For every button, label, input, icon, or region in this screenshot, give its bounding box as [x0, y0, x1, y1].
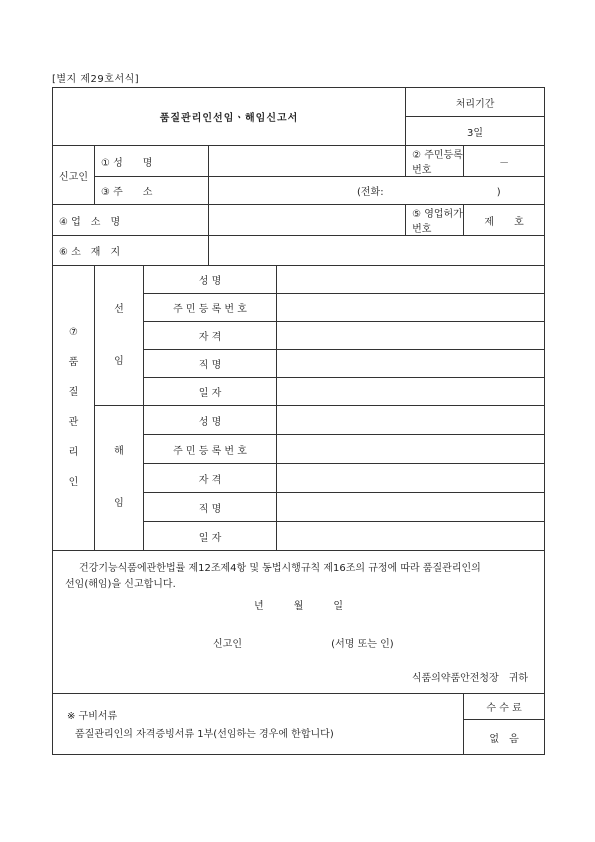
- appoint-qualification-label: 자 격: [144, 322, 277, 350]
- dismiss-date-field[interactable]: [277, 522, 545, 551]
- attachments-block: [53, 694, 464, 755]
- dismiss-rrn-label: 주 민 등 록 번 호: [144, 435, 277, 464]
- location-field[interactable]: [209, 236, 545, 266]
- dismiss-name-label: 성 명: [144, 406, 277, 435]
- appoint-date-field[interactable]: [277, 378, 545, 406]
- phone-label: (전화:: [357, 187, 384, 198]
- name-label: ① 성 명: [95, 146, 209, 177]
- signature-note[interactable]: (서명 또는 인): [331, 639, 394, 650]
- dismiss-date-label: 일 자: [144, 522, 277, 551]
- dismiss-qualification-label: 자 격: [144, 464, 277, 493]
- manager-section-label: ⑦ 품 질 관 리 인: [53, 266, 95, 551]
- dismiss-name-field[interactable]: [277, 406, 545, 435]
- appoint-name-label: 성 명: [144, 266, 277, 294]
- dismiss-label: 해 임: [95, 406, 144, 551]
- address-field[interactable]: [209, 177, 545, 205]
- dismiss-position-field[interactable]: [277, 493, 545, 522]
- license-label: ⑤ 영업허가번호: [406, 205, 464, 236]
- report-form: [52, 87, 545, 755]
- dismiss-rrn-field[interactable]: [277, 435, 545, 464]
- form-title: 품질관리인선임ㆍ해임신고서: [53, 88, 406, 146]
- rrn-field[interactable]: －: [464, 146, 545, 177]
- fee-value: 없 음: [464, 720, 545, 755]
- fee-label: 수 수 료: [464, 694, 545, 720]
- processing-period-label: 처리기간: [406, 88, 545, 117]
- name-field[interactable]: [209, 146, 406, 177]
- addressee: 식품의약품안전청장 귀하: [411, 673, 529, 684]
- appoint-date-label: 일 자: [144, 378, 277, 406]
- phone-close: ): [496, 187, 501, 198]
- appoint-label: 선 임: [95, 266, 144, 406]
- appoint-rrn-label: 주 민 등 록 번 호: [144, 294, 277, 322]
- form-number: [별지 제29호서식]: [52, 74, 140, 85]
- dismiss-qualification-field[interactable]: [277, 464, 545, 493]
- attachments-heading: ※ 구비서류: [67, 711, 118, 722]
- appoint-position-field[interactable]: [277, 350, 545, 378]
- dismiss-position-label: 직 명: [144, 493, 277, 522]
- reporter-section-label: 신고인: [53, 146, 95, 205]
- attachments-item: 품질관리인의 자격증빙서류 1부(선임하는 경우에 한합니다): [75, 729, 334, 740]
- rrn-label: ② 주민등록번호: [406, 146, 464, 177]
- license-field[interactable]: 제 호: [464, 205, 545, 236]
- appoint-rrn-field[interactable]: [277, 294, 545, 322]
- appoint-qualification-field[interactable]: [277, 322, 545, 350]
- processing-period-value: 3일: [406, 117, 545, 146]
- address-label: ③ 주 소: [95, 177, 209, 205]
- appoint-position-label: 직 명: [144, 350, 277, 378]
- statement-line-1: 건강기능식품에관한법률 제12조제4항 및 동법시행규칙 제16조의 규정에 따라 품질관리인의: [79, 563, 481, 574]
- business-name-label: ④ 업 소 명: [53, 205, 209, 236]
- business-name-field[interactable]: [209, 205, 406, 236]
- statement-line-2: 선임(해임)을 신고합니다.: [65, 579, 176, 590]
- signer-label: 신고인: [213, 639, 242, 650]
- appoint-name-field[interactable]: [277, 266, 545, 294]
- statement-date[interactable]: 년 월 일: [254, 601, 344, 612]
- location-label: ⑥ 소 재 지: [53, 236, 209, 266]
- statement-block: [53, 551, 545, 694]
